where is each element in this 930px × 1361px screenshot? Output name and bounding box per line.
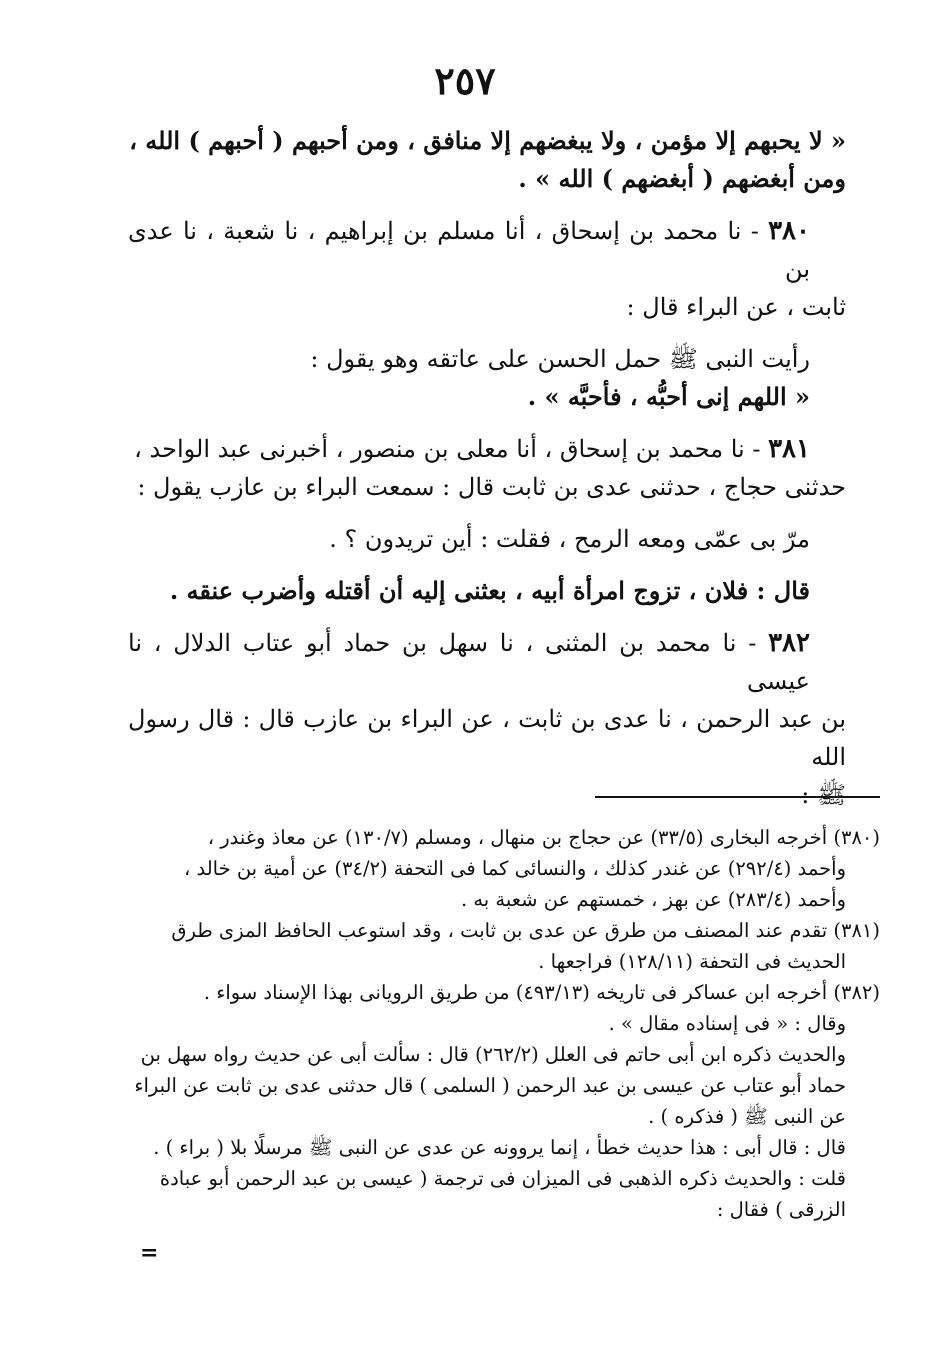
footnote-382: حماد أبو عتاب عن عيسى بن عبد الرحمن ( السلمى ) قال حدثنى عدى بن ثابت عن البراء [134, 1074, 846, 1097]
footnote-382: (٣٨٢) أخرجه ابن عساكر فى تاريخه (٤٩٣/١٣) من طريق الرويانى بهذا الإسناد سواء . [203, 981, 880, 1004]
hadith-380-quote: « اللهم إنى أحبُّه ، فأحبَّه » . [527, 382, 810, 411]
footnote-380: وأحمد (٢٩٢/٤) عن غندر كذلك ، والنسائى كما فى التحفة (٣٤/٢) عن أمية بن خالد ، [183, 857, 846, 880]
hadith-382-line: بن عبد الرحمن ، نا عدى بن ثابت ، عن البراء بن عازب قال : قال رسول الله [128, 705, 846, 771]
hadith-380-line: ثابت ، عن البراء قال : [626, 293, 846, 321]
footnote-382: قال : قال أبى : هذا حديث خطأ ، إنما يروونه عن عدى عن النبى ﷺ مرسلًا بلا ( براء ) . [153, 1136, 846, 1159]
quote-line: ومن أبغضهم ( أبغضهم ) الله » . [518, 164, 846, 193]
footnote-380: (٣٨٠) أخرجه البخارى (٣٣/٥) عن حجاج بن منهال ، ومسلم (١٣٠/٧) عن معاذ وغندر ، [207, 826, 880, 849]
footnote-380: وأحمد (٢٨٣/٤) عن بهز ، خمستهم عن شعبة به . [460, 888, 846, 911]
footnote-382: عن النبى ﷺ ( فذكره ) . [648, 1105, 846, 1128]
hadith-382-line: ٣٨٢ - نا محمد بن المثنى ، نا سهل بن حماد أبو عتاب الدلال ، نا عيسى [128, 628, 810, 695]
hadith-382-line: ﷺ : [801, 781, 846, 809]
hadith-381-line: ٣٨١ - نا محمد بن إسحاق ، أنا معلى بن منصور ، أخبرنى عبد الواحد ، [134, 434, 810, 464]
hadith-380-line: ٣٨٠ - نا محمد بن إسحاق ، أنا مسلم بن إبراهيم ، نا شعبة ، نا عدى بن [128, 216, 810, 283]
hadith-381-quote: قال : فلان ، تزوج امرأة أبيه ، بعثنى إليه أن أقتله وأضرب عنقه . [169, 576, 810, 605]
hadith-number: ٣٨٢ [768, 628, 810, 658]
footnote-382: الزرقى ) فقال : [716, 1198, 846, 1221]
footnote-382: وقال : « فى إسناده مقال » . [608, 1012, 846, 1035]
continuation-mark: = [140, 1240, 159, 1266]
hadith-380-text: رأيت النبى ﷺ حمل الحسن على عاتقه وهو يقول : [310, 345, 810, 373]
footnote-382: قلت : والحديث ذكره الذهبى فى الميزان فى ترجمة ( عيسى بن عبد الرحمن أبو عبادة [159, 1167, 846, 1190]
hadith-381-line: حدثنى حجاج ، حدثنى عدى بن ثابت قال : سمعت البراء بن عازب يقول : [137, 473, 846, 501]
hadith-381-text: مرّ بى عمّى ومعه الرمح ، فقلت : أين تريدون ؟ . [329, 525, 810, 553]
page-number: ٢٥٧ [434, 58, 496, 103]
main-text [128, 122, 846, 814]
footnote-381: الحديث فى التحفة (١٢٨/١١) فراجعها . [538, 950, 846, 973]
hadith-number: ٣٨٠ [768, 216, 810, 246]
quote-line: « لا يحبهم إلا مؤمن ، ولا يبغضهم إلا منافق ، ومن أحبهم ( أحبهم ) الله ، [129, 126, 846, 155]
footnote-382: والحديث ذكره ابن أبى حاتم فى العلل (٢٦٢/٢) قال : سألت أبى عن حديث رواه سهل بن [140, 1043, 846, 1066]
footnotes [128, 822, 880, 1225]
footnote-divider [595, 796, 880, 798]
footnote-381: (٣٨١) تقدم عند المصنف من طرق عن عدى بن ثابت ، وقد استوعب الحافظ المزى طرق [171, 919, 880, 942]
hadith-number: ٣٨١ [768, 434, 810, 464]
